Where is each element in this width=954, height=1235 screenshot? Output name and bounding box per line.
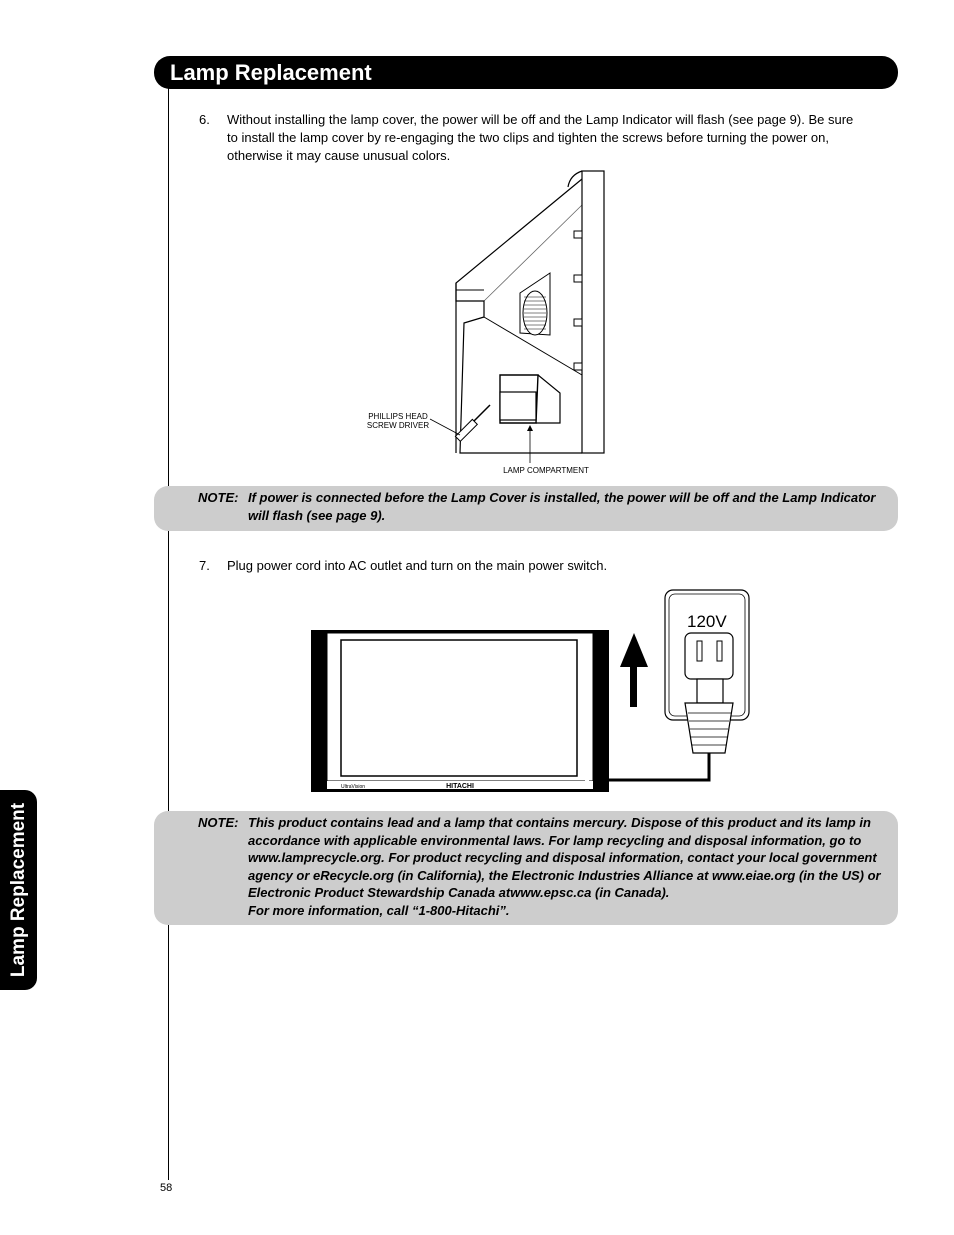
note-label: NOTE: [198, 490, 239, 505]
note-line: For more information, call “1-800-Hitachi”. [248, 902, 510, 918]
note-text [248, 489, 888, 524]
tv-model-label: UltraVision [341, 784, 366, 790]
up-arrow-icon [620, 633, 648, 707]
lamp-compartment-label: LAMP COMPARTMENT [503, 466, 589, 475]
page-number: 58 [160, 1182, 173, 1194]
note-line: Electronic Product Stewardship Canada atwww.epsc.ca (in Canada). [248, 885, 670, 900]
tv-side-view-figure [360, 165, 620, 480]
note-line: accordance with applicable environmental laws. For lamp recycling and disposal information, go to [248, 832, 862, 848]
screwdriver-label-line2: SCREW DRIVER [366, 421, 430, 430]
tv-outlet-figure [305, 585, 765, 800]
screwdriver-label-line1: PHILLIPS HEAD [368, 412, 428, 421]
page-title: Lamp Replacement [170, 60, 372, 85]
voltage-label: 120V [687, 612, 727, 631]
tv-brand-logo: HITACHI [446, 783, 474, 790]
step-line: otherwise it may cause unusual colors. [227, 148, 451, 163]
side-tab-label: Lamp Replacement [7, 802, 29, 978]
note-text [248, 814, 888, 919]
note-line: This product contains lead and a lamp that contains mercury. Dispose of this product and its lamp in [248, 815, 871, 830]
step-text [227, 557, 607, 575]
step-line: Without installing the lamp cover, the power will be off and the Lamp Indicator will flash (see page 9). Be sure [227, 112, 854, 127]
note-label: NOTE: [198, 815, 239, 830]
step-line: to install the lamp cover by re-engaging the two clips and tighten the screws before turning the power on, [227, 130, 829, 145]
tv-front-panel [582, 171, 604, 453]
step-line: Plug power cord into AC outlet and turn on the main power switch. [227, 558, 608, 573]
note-line: agency or eRecycle.org (in California), the Electronic Industries Alliance at www.eiae.org (in the US) or [248, 867, 881, 883]
section-side-tab [0, 790, 37, 990]
note-box-2 [154, 811, 898, 925]
section-header [154, 56, 898, 89]
tv-screen [341, 640, 577, 776]
margin-rule [168, 88, 169, 1180]
note-line: will flash (see page 9). [248, 507, 386, 523]
note-line: www.lamprecycle.org. For product recycling and disposal information, contact your local government [248, 850, 877, 865]
step-text [227, 111, 853, 165]
power-cord [609, 753, 709, 780]
outlet-socket [685, 633, 733, 679]
step-number: 6. [199, 112, 210, 127]
step-number: 7. [199, 558, 210, 573]
note-line: If power is connected before the Lamp Cover is installed, the power will be off and the Lamp Indicator [248, 490, 876, 505]
note-box-1 [154, 486, 898, 531]
